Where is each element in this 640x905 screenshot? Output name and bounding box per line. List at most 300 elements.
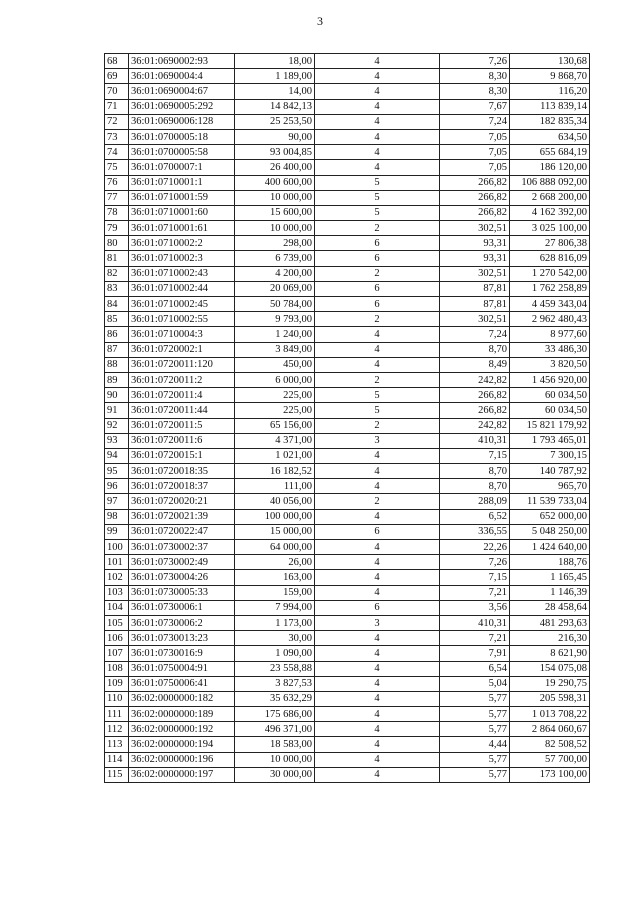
table-row: [105, 464, 590, 479]
area-cell: 6 000,00: [235, 372, 315, 387]
value-cell: 1 146,39: [510, 585, 590, 600]
area-cell: 6 739,00: [235, 251, 315, 266]
rate-cell: 5,04: [440, 676, 510, 691]
category-cell: 4: [315, 631, 440, 646]
area-cell: 175 686,00: [235, 707, 315, 722]
cadastral-number-cell: 36:01:0730002:49: [129, 555, 235, 570]
table-row: [105, 54, 590, 69]
row-number-cell: 72: [105, 114, 129, 129]
value-cell: 140 787,92: [510, 464, 590, 479]
row-number-cell: 104: [105, 600, 129, 615]
table-row: [105, 281, 590, 296]
cadastral-number-cell: 36:02:0000000:189: [129, 707, 235, 722]
area-cell: 1 173,00: [235, 615, 315, 630]
table-row: [105, 403, 590, 418]
cadastral-number-cell: 36:01:0710002:45: [129, 297, 235, 312]
cadastral-number-cell: 36:01:0700005:58: [129, 145, 235, 160]
area-cell: 4 200,00: [235, 266, 315, 281]
value-cell: 965,70: [510, 479, 590, 494]
cadastral-number-cell: 36:01:0690005:292: [129, 99, 235, 114]
row-number-cell: 73: [105, 129, 129, 144]
category-cell: 4: [315, 509, 440, 524]
rate-cell: 4,44: [440, 737, 510, 752]
table-row: [105, 524, 590, 539]
row-number-cell: 85: [105, 312, 129, 327]
row-number-cell: 102: [105, 570, 129, 585]
value-cell: 2 864 060,67: [510, 722, 590, 737]
value-cell: 113 839,14: [510, 99, 590, 114]
area-cell: 65 156,00: [235, 418, 315, 433]
table-row: [105, 631, 590, 646]
area-cell: 26,00: [235, 555, 315, 570]
cadastral-number-cell: 36:01:0730006:1: [129, 600, 235, 615]
cadastral-number-cell: 36:01:0720011:6: [129, 433, 235, 448]
value-cell: 19 290,75: [510, 676, 590, 691]
table-row: [105, 494, 590, 509]
cadastral-number-cell: 36:01:0730016:9: [129, 646, 235, 661]
cadastral-number-cell: 36:01:0690006:128: [129, 114, 235, 129]
table-row: [105, 129, 590, 144]
table-row: [105, 615, 590, 630]
rate-cell: 266,82: [440, 175, 510, 190]
table-row: [105, 509, 590, 524]
table-row: [105, 661, 590, 676]
category-cell: 4: [315, 54, 440, 69]
cadastral-number-cell: 36:01:0690004:67: [129, 84, 235, 99]
category-cell: 4: [315, 555, 440, 570]
cadastral-number-cell: 36:01:0710004:3: [129, 327, 235, 342]
cadastral-number-cell: 36:01:0720022:47: [129, 524, 235, 539]
cadastral-number-cell: 36:01:0730005:33: [129, 585, 235, 600]
value-cell: 4 459 343,04: [510, 297, 590, 312]
category-cell: 4: [315, 99, 440, 114]
value-cell: 1 762 258,89: [510, 281, 590, 296]
value-cell: 8 977,60: [510, 327, 590, 342]
value-cell: 652 000,00: [510, 509, 590, 524]
value-cell: 57 700,00: [510, 752, 590, 767]
rate-cell: 5,77: [440, 691, 510, 706]
cadastral-number-cell: 36:01:0710002:55: [129, 312, 235, 327]
area-cell: 496 371,00: [235, 722, 315, 737]
rate-cell: 8,70: [440, 479, 510, 494]
value-cell: 15 821 179,92: [510, 418, 590, 433]
value-cell: 82 508,52: [510, 737, 590, 752]
row-number-cell: 87: [105, 342, 129, 357]
area-cell: 23 558,88: [235, 661, 315, 676]
table-row: [105, 190, 590, 205]
table-row: [105, 266, 590, 281]
row-number-cell: 69: [105, 69, 129, 84]
value-cell: 28 458,64: [510, 600, 590, 615]
category-cell: 4: [315, 327, 440, 342]
rate-cell: 302,51: [440, 312, 510, 327]
area-cell: 1 090,00: [235, 646, 315, 661]
category-cell: 4: [315, 129, 440, 144]
category-cell: 4: [315, 479, 440, 494]
category-cell: 4: [315, 767, 440, 782]
row-number-cell: 94: [105, 448, 129, 463]
category-cell: 4: [315, 84, 440, 99]
cadastral-number-cell: 36:02:0000000:196: [129, 752, 235, 767]
area-cell: 10 000,00: [235, 752, 315, 767]
area-cell: 25 253,50: [235, 114, 315, 129]
category-cell: 6: [315, 600, 440, 615]
value-cell: 1 013 708,22: [510, 707, 590, 722]
cadastral-number-cell: 36:01:0690004:4: [129, 69, 235, 84]
cadastral-number-cell: 36:01:0710002:43: [129, 266, 235, 281]
area-cell: 100 000,00: [235, 509, 315, 524]
area-cell: 14 842,13: [235, 99, 315, 114]
category-cell: 4: [315, 585, 440, 600]
rate-cell: 8,30: [440, 84, 510, 99]
category-cell: 6: [315, 251, 440, 266]
rate-cell: 266,82: [440, 190, 510, 205]
cadastral-number-cell: 36:01:0710001:1: [129, 175, 235, 190]
area-cell: 450,00: [235, 357, 315, 372]
rate-cell: 7,91: [440, 646, 510, 661]
rate-cell: 7,05: [440, 129, 510, 144]
table-row: [105, 84, 590, 99]
rate-cell: 7,05: [440, 160, 510, 175]
area-cell: 35 632,29: [235, 691, 315, 706]
area-cell: 111,00: [235, 479, 315, 494]
table-row: [105, 752, 590, 767]
rate-cell: 93,31: [440, 236, 510, 251]
area-cell: 3 849,00: [235, 342, 315, 357]
cadastral-number-cell: 36:02:0000000:192: [129, 722, 235, 737]
value-cell: 1 456 920,00: [510, 372, 590, 387]
value-cell: 3 025 100,00: [510, 221, 590, 236]
value-cell: 7 300,15: [510, 448, 590, 463]
rate-cell: 302,51: [440, 221, 510, 236]
table-row: [105, 418, 590, 433]
area-cell: 90,00: [235, 129, 315, 144]
rate-cell: 7,67: [440, 99, 510, 114]
cadastral-number-cell: 36:02:0000000:194: [129, 737, 235, 752]
row-number-cell: 75: [105, 160, 129, 175]
row-number-cell: 100: [105, 540, 129, 555]
value-cell: 186 120,00: [510, 160, 590, 175]
value-cell: 634,50: [510, 129, 590, 144]
row-number-cell: 92: [105, 418, 129, 433]
row-number-cell: 90: [105, 388, 129, 403]
category-cell: 4: [315, 646, 440, 661]
table-row: [105, 114, 590, 129]
cadastral-number-cell: 36:01:0750004:91: [129, 661, 235, 676]
rate-cell: 6,52: [440, 509, 510, 524]
rate-cell: 302,51: [440, 266, 510, 281]
rate-cell: 22,26: [440, 540, 510, 555]
rate-cell: 266,82: [440, 388, 510, 403]
row-number-cell: 107: [105, 646, 129, 661]
row-number-cell: 110: [105, 691, 129, 706]
category-cell: 2: [315, 494, 440, 509]
category-cell: 4: [315, 691, 440, 706]
value-cell: 481 293,63: [510, 615, 590, 630]
category-cell: 4: [315, 145, 440, 160]
rate-cell: 7,26: [440, 555, 510, 570]
category-cell: 4: [315, 69, 440, 84]
row-number-cell: 93: [105, 433, 129, 448]
category-cell: 4: [315, 661, 440, 676]
table-row: [105, 221, 590, 236]
area-cell: 40 056,00: [235, 494, 315, 509]
value-cell: 216,30: [510, 631, 590, 646]
table-row: [105, 312, 590, 327]
row-number-cell: 109: [105, 676, 129, 691]
category-cell: 6: [315, 524, 440, 539]
area-cell: 3 827,53: [235, 676, 315, 691]
value-cell: 2 668 200,00: [510, 190, 590, 205]
rate-cell: 7,15: [440, 570, 510, 585]
value-cell: 154 075,08: [510, 661, 590, 676]
rate-cell: 266,82: [440, 205, 510, 220]
table-row: [105, 448, 590, 463]
value-cell: 182 835,34: [510, 114, 590, 129]
area-cell: 30 000,00: [235, 767, 315, 782]
category-cell: 2: [315, 266, 440, 281]
row-number-cell: 101: [105, 555, 129, 570]
row-number-cell: 98: [105, 509, 129, 524]
area-cell: 50 784,00: [235, 297, 315, 312]
table-row: [105, 555, 590, 570]
category-cell: 4: [315, 357, 440, 372]
rate-cell: 266,82: [440, 403, 510, 418]
area-cell: 10 000,00: [235, 221, 315, 236]
value-cell: 628 816,09: [510, 251, 590, 266]
category-cell: 4: [315, 737, 440, 752]
table-row: [105, 707, 590, 722]
rate-cell: 7,24: [440, 114, 510, 129]
rate-cell: 5,77: [440, 767, 510, 782]
row-number-cell: 111: [105, 707, 129, 722]
value-cell: 1 424 640,00: [510, 540, 590, 555]
rate-cell: 5,77: [440, 752, 510, 767]
area-cell: 1 021,00: [235, 448, 315, 463]
cadastral-number-cell: 36:01:0720021:39: [129, 509, 235, 524]
table-row: [105, 737, 590, 752]
row-number-cell: 82: [105, 266, 129, 281]
area-cell: 26 400,00: [235, 160, 315, 175]
table-row: [105, 69, 590, 84]
cadastral-number-cell: 36:01:0720020:21: [129, 494, 235, 509]
value-cell: 9 868,70: [510, 69, 590, 84]
cadastral-number-cell: 36:01:0690002:93: [129, 54, 235, 69]
category-cell: 4: [315, 160, 440, 175]
rate-cell: 242,82: [440, 418, 510, 433]
table-row: [105, 388, 590, 403]
table-row: [105, 160, 590, 175]
area-cell: 1 189,00: [235, 69, 315, 84]
table-row: [105, 585, 590, 600]
table-row: [105, 145, 590, 160]
rate-cell: 410,31: [440, 433, 510, 448]
category-cell: 4: [315, 540, 440, 555]
category-cell: 4: [315, 707, 440, 722]
table-row: [105, 691, 590, 706]
table-row: [105, 357, 590, 372]
table-row: [105, 722, 590, 737]
rate-cell: 336,55: [440, 524, 510, 539]
rate-cell: 87,81: [440, 281, 510, 296]
category-cell: 4: [315, 448, 440, 463]
area-cell: 18,00: [235, 54, 315, 69]
cadastral-number-cell: 36:01:0700007:1: [129, 160, 235, 175]
rate-cell: 242,82: [440, 372, 510, 387]
value-cell: 8 621,90: [510, 646, 590, 661]
row-number-cell: 95: [105, 464, 129, 479]
area-cell: 16 182,52: [235, 464, 315, 479]
value-cell: 116,20: [510, 84, 590, 99]
category-cell: 2: [315, 372, 440, 387]
row-number-cell: 86: [105, 327, 129, 342]
cadastral-number-cell: 36:01:0730004:26: [129, 570, 235, 585]
row-number-cell: 112: [105, 722, 129, 737]
area-cell: 14,00: [235, 84, 315, 99]
row-number-cell: 74: [105, 145, 129, 160]
rate-cell: 3,56: [440, 600, 510, 615]
area-cell: 30,00: [235, 631, 315, 646]
category-cell: 6: [315, 297, 440, 312]
row-number-cell: 99: [105, 524, 129, 539]
area-cell: 225,00: [235, 388, 315, 403]
category-cell: 5: [315, 388, 440, 403]
area-cell: 400 600,00: [235, 175, 315, 190]
category-cell: 6: [315, 281, 440, 296]
cadastral-number-cell: 36:02:0000000:197: [129, 767, 235, 782]
rate-cell: 7,26: [440, 54, 510, 69]
rate-cell: 8,70: [440, 464, 510, 479]
value-cell: 33 486,30: [510, 342, 590, 357]
area-cell: 15 000,00: [235, 524, 315, 539]
rate-cell: 7,21: [440, 585, 510, 600]
rate-cell: 7,05: [440, 145, 510, 160]
cadastral-number-cell: 36:01:0720002:1: [129, 342, 235, 357]
cadastral-number-cell: 36:01:0730013:23: [129, 631, 235, 646]
value-cell: 4 162 392,00: [510, 205, 590, 220]
category-cell: 5: [315, 190, 440, 205]
table-row: [105, 646, 590, 661]
cadastral-number-cell: 36:01:0720015:1: [129, 448, 235, 463]
rate-cell: 410,31: [440, 615, 510, 630]
value-cell: 3 820,50: [510, 357, 590, 372]
value-cell: 5 048 250,00: [510, 524, 590, 539]
cadastral-number-cell: 36:02:0000000:182: [129, 691, 235, 706]
row-number-cell: 114: [105, 752, 129, 767]
row-number-cell: 89: [105, 372, 129, 387]
category-cell: 4: [315, 752, 440, 767]
category-cell: 2: [315, 221, 440, 236]
value-cell: 130,68: [510, 54, 590, 69]
area-cell: 64 000,00: [235, 540, 315, 555]
row-number-cell: 105: [105, 615, 129, 630]
rate-cell: 8,49: [440, 357, 510, 372]
row-number-cell: 68: [105, 54, 129, 69]
cadastral-number-cell: 36:01:0720011:4: [129, 388, 235, 403]
row-number-cell: 71: [105, 99, 129, 114]
row-number-cell: 113: [105, 737, 129, 752]
category-cell: 3: [315, 615, 440, 630]
table-row: [105, 205, 590, 220]
cadastral-number-cell: 36:01:0720011:120: [129, 357, 235, 372]
area-cell: 15 600,00: [235, 205, 315, 220]
row-number-cell: 81: [105, 251, 129, 266]
row-number-cell: 96: [105, 479, 129, 494]
rate-cell: 7,15: [440, 448, 510, 463]
area-cell: 10 000,00: [235, 190, 315, 205]
value-cell: 60 034,50: [510, 403, 590, 418]
cadastral-number-cell: 36:01:0710002:2: [129, 236, 235, 251]
table-row: [105, 433, 590, 448]
table-row: [105, 676, 590, 691]
category-cell: 2: [315, 418, 440, 433]
table-row: [105, 99, 590, 114]
area-cell: 93 004,85: [235, 145, 315, 160]
cadastral-number-cell: 36:01:0710002:44: [129, 281, 235, 296]
category-cell: 4: [315, 722, 440, 737]
value-cell: 2 962 480,43: [510, 312, 590, 327]
category-cell: 3: [315, 433, 440, 448]
area-cell: 225,00: [235, 403, 315, 418]
row-number-cell: 70: [105, 84, 129, 99]
row-number-cell: 97: [105, 494, 129, 509]
value-cell: 60 034,50: [510, 388, 590, 403]
row-number-cell: 77: [105, 190, 129, 205]
table-row: [105, 479, 590, 494]
row-number-cell: 88: [105, 357, 129, 372]
row-number-cell: 76: [105, 175, 129, 190]
cadastral-number-cell: 36:01:0720011:5: [129, 418, 235, 433]
category-cell: 6: [315, 236, 440, 251]
value-cell: 1 270 542,00: [510, 266, 590, 281]
table-row: [105, 342, 590, 357]
table-row: [105, 600, 590, 615]
cadastral-number-cell: 36:01:0710002:3: [129, 251, 235, 266]
value-cell: 11 539 733,04: [510, 494, 590, 509]
category-cell: 4: [315, 342, 440, 357]
category-cell: 4: [315, 464, 440, 479]
table-row: [105, 570, 590, 585]
value-cell: 1 793 465,01: [510, 433, 590, 448]
area-cell: 163,00: [235, 570, 315, 585]
value-cell: 205 598,31: [510, 691, 590, 706]
area-cell: 9 793,00: [235, 312, 315, 327]
table-row: [105, 175, 590, 190]
table-row: [105, 251, 590, 266]
category-cell: 4: [315, 676, 440, 691]
cadastral-number-cell: 36:01:0710001:61: [129, 221, 235, 236]
rate-cell: 5,77: [440, 722, 510, 737]
cadastral-number-cell: 36:01:0730006:2: [129, 615, 235, 630]
value-cell: 655 684,19: [510, 145, 590, 160]
table-body: [105, 54, 590, 783]
rate-cell: 7,24: [440, 327, 510, 342]
cadastral-number-cell: 36:01:0700005:18: [129, 129, 235, 144]
table-row: [105, 767, 590, 782]
cadastral-number-cell: 36:01:0720011:44: [129, 403, 235, 418]
rate-cell: 8,70: [440, 342, 510, 357]
value-cell: 188,76: [510, 555, 590, 570]
row-number-cell: 115: [105, 767, 129, 782]
table-row: [105, 540, 590, 555]
cadastral-number-cell: 36:01:0710001:60: [129, 205, 235, 220]
table-row: [105, 327, 590, 342]
row-number-cell: 80: [105, 236, 129, 251]
cadastral-number-cell: 36:01:0720018:37: [129, 479, 235, 494]
rate-cell: 93,31: [440, 251, 510, 266]
area-cell: 7 994,00: [235, 600, 315, 615]
rate-cell: 87,81: [440, 297, 510, 312]
